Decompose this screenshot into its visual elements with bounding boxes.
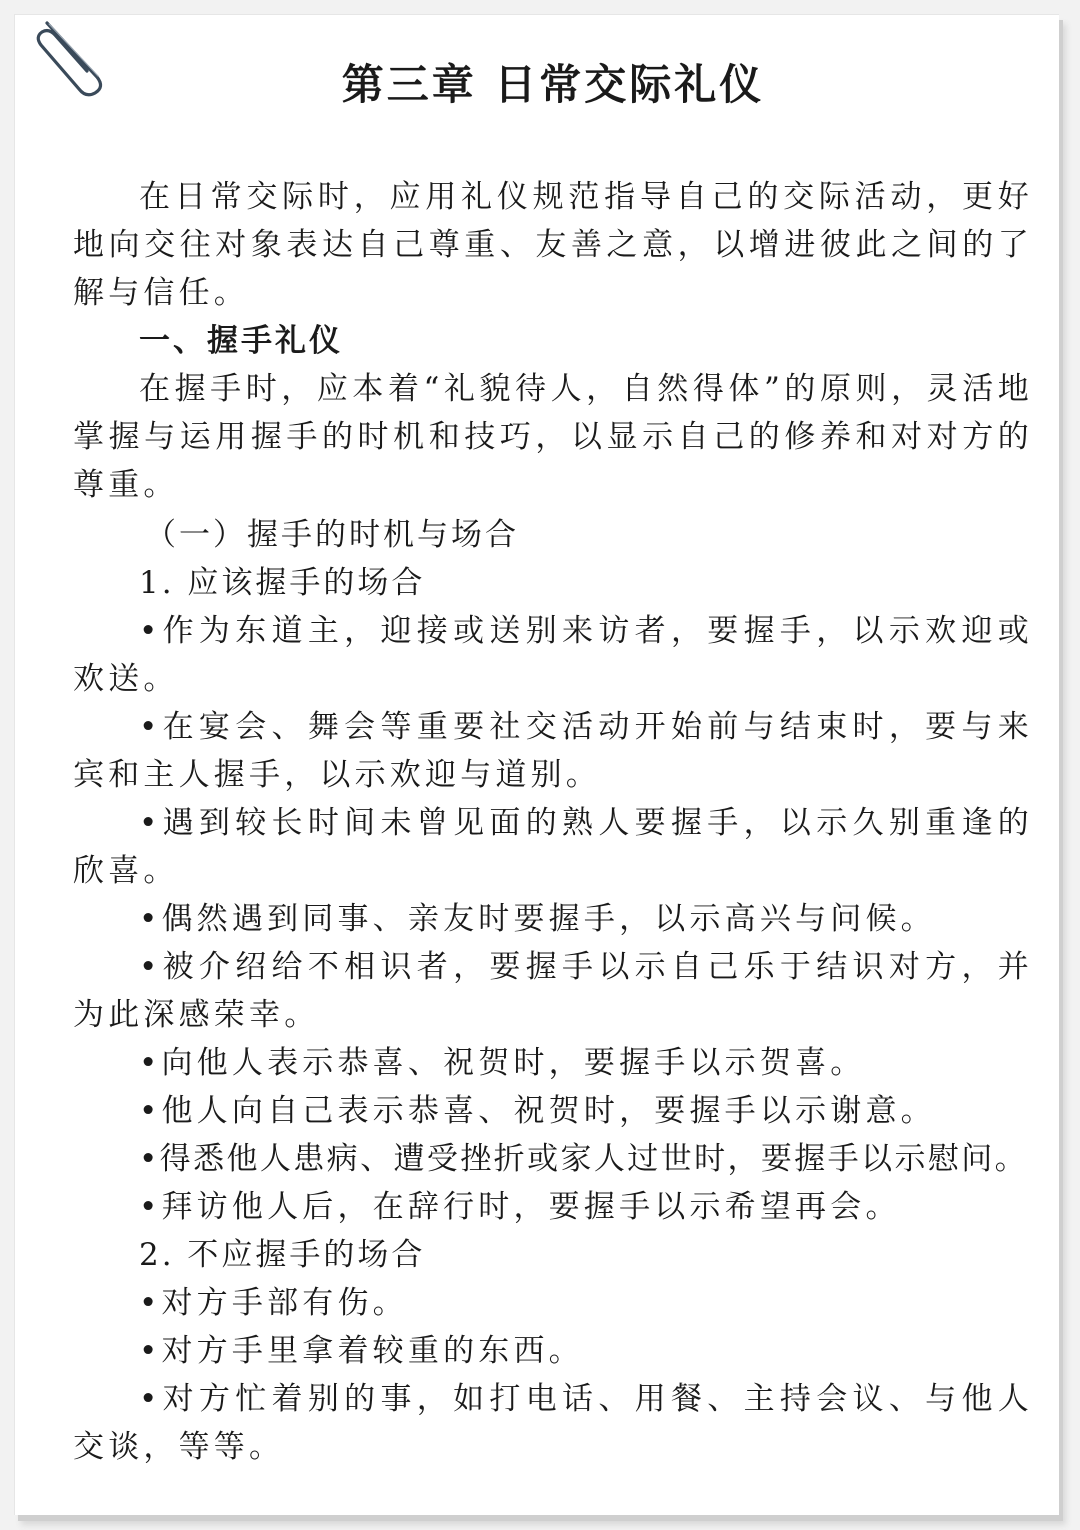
chapter-title: 第三章 日常交际礼仪 (341, 60, 765, 109)
section-paragraph: 在握手时，应本着“礼貌待人，自然得体”的原则，灵活地掌握与运用握手的时机和技巧，以显示自己的修养和对对方的尊重。 (73, 371, 1033, 503)
list-item: •作为东道主，迎接或送别来访者，要握手，以示欢迎或欢送。 (73, 613, 1033, 697)
list-item: •对方忙着别的事，如打电话、用餐、主持会议、与他人交谈，等等。 (73, 1381, 1033, 1465)
list-item: •被介绍给不相识者，要握手以示自己乐于结识对方，并为此深感荣幸。 (73, 949, 1033, 1033)
document-page (14, 14, 1059, 1515)
list-heading-1: 1. 应该握手的场合 (139, 565, 426, 601)
list-item: •他人向自己表示恭喜、祝贺时，要握手以示谢意。 (139, 1093, 936, 1129)
section-heading: 一、握手礼仪 (139, 323, 343, 359)
document-body (73, 59, 1033, 1471)
list-item: •对方手部有伤。 (139, 1285, 408, 1321)
list-item: •拜访他人后，在辞行时，要握手以示希望再会。 (139, 1189, 901, 1225)
list-item: •偶然遇到同事、亲友时要握手，以示高兴与问候。 (139, 901, 936, 937)
list-item: •对方手里拿着较重的东西。 (139, 1333, 584, 1369)
intro-paragraph: 在日常交际时，应用礼仪规范指导自己的交际活动，更好地向交往对象表达自己尊重、友善之意，以增进彼此之间的了解与信任。 (73, 179, 1033, 311)
list-item: •在宴会、舞会等重要社交活动开始前与结束时，要与来宾和主人握手，以示欢迎与道别。 (73, 709, 1033, 793)
list-heading-2: 2. 不应握手的场合 (139, 1237, 426, 1273)
subsection-heading: （一）握手的时机与场合 (145, 517, 519, 553)
list-item: •向他人表示恭喜、祝贺时，要握手以示贺喜。 (139, 1045, 866, 1081)
list-item: •遇到较长时间未曾见面的熟人要握手，以示久别重逢的欣喜。 (73, 805, 1033, 889)
list-item: •得悉他人患病、遭受挫折或家人过世时，要握手以示慰问。 (139, 1141, 1029, 1177)
